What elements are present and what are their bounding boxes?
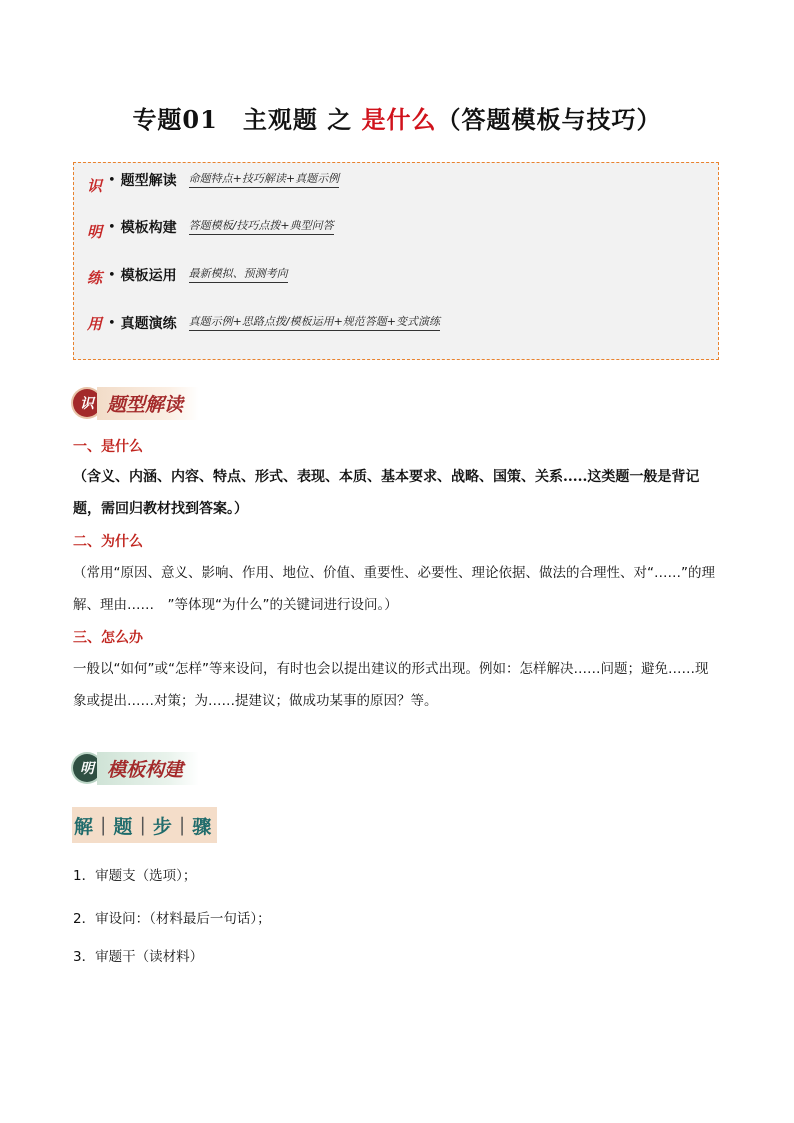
side-char: 练: [87, 269, 103, 287]
outline-row-label: 真题演练: [120, 316, 177, 332]
outline-row-desc: 答题模板/技巧点拨+典型问答: [189, 219, 334, 235]
outline-row-label: 模板构建: [120, 220, 177, 236]
bullet-icon: •: [108, 315, 116, 331]
section-banner-tixing: [73, 386, 199, 420]
outline-side-chars: [87, 175, 107, 359]
section-title: 模板构建: [97, 752, 199, 785]
outline-row-desc: 最新模拟、预测考向: [189, 267, 288, 283]
outline-box: [73, 162, 719, 360]
steps-char: 步: [152, 815, 172, 838]
paragraph-why: （常用“原因、意义、影响、作用、地位、价值、重要性、必要性、理论依据、做法的合理性、对“……”的理解、理由…… ”等体现“为什么”的关键词进行设问。）: [73, 565, 715, 613]
outline-row-desc: 命题特点+技巧解读+真题示例: [189, 172, 339, 188]
list-item: 3．审题干（读材料）: [73, 949, 204, 965]
heading-what: 一、是什么: [73, 439, 143, 455]
heading-how: 三、怎么办: [73, 630, 143, 646]
side-char: 明: [87, 223, 103, 241]
heading-why: 二、为什么: [73, 534, 143, 550]
divider: |: [100, 814, 107, 836]
divider: |: [139, 814, 146, 836]
section-banner-moban: [73, 751, 199, 785]
paragraph-how: 一般以“如何”或“怎样”等来设问，有时也会以提出建议的形式出现。例如：怎样解决……问题；避免……现象或提出……对策；为……提建议；做成功某事的原因？等。: [73, 661, 709, 709]
bullet-icon: •: [108, 172, 116, 188]
steps-char: 解: [74, 815, 94, 838]
divider: |: [178, 814, 186, 836]
steps-char: 骤: [192, 815, 212, 838]
section-badge-icon: 识: [73, 389, 101, 417]
section-badge-icon: 明: [73, 754, 101, 782]
section-title: 题型解读: [97, 387, 199, 420]
side-char: 识: [87, 177, 103, 195]
steps-heading: [72, 807, 217, 843]
outline-row-label: 题型解读: [120, 173, 177, 189]
title-prefix: 专题01 主观题 之: [132, 105, 362, 134]
side-char: 用: [87, 315, 103, 333]
bullet-icon: •: [108, 219, 116, 235]
steps-char: 题: [113, 815, 133, 838]
outline-row: [108, 312, 440, 334]
title-highlight: 是什么: [361, 105, 437, 134]
outline-row-desc: 真题示例+思路点拨/模板运用+规范答题+变式演练: [189, 315, 440, 331]
title-suffix: （答题模板与技巧）: [436, 105, 662, 134]
list-item: 2．审设问：（材料最后一句话）；: [73, 911, 271, 927]
outline-row: [108, 216, 334, 238]
bullet-icon: •: [108, 267, 116, 283]
list-item: 1．审题支（选项）；: [73, 868, 197, 884]
outline-row: [108, 169, 339, 191]
paragraph-what: （含义、内涵、内容、特点、形式、表现、本质、基本要求、战略、国策、关系.....这类题一般是背记题，需回归教材找到答案。）: [73, 469, 700, 517]
outline-row: [108, 264, 288, 286]
page-title: [0, 100, 794, 135]
outline-row-label: 模板运用: [120, 268, 177, 284]
